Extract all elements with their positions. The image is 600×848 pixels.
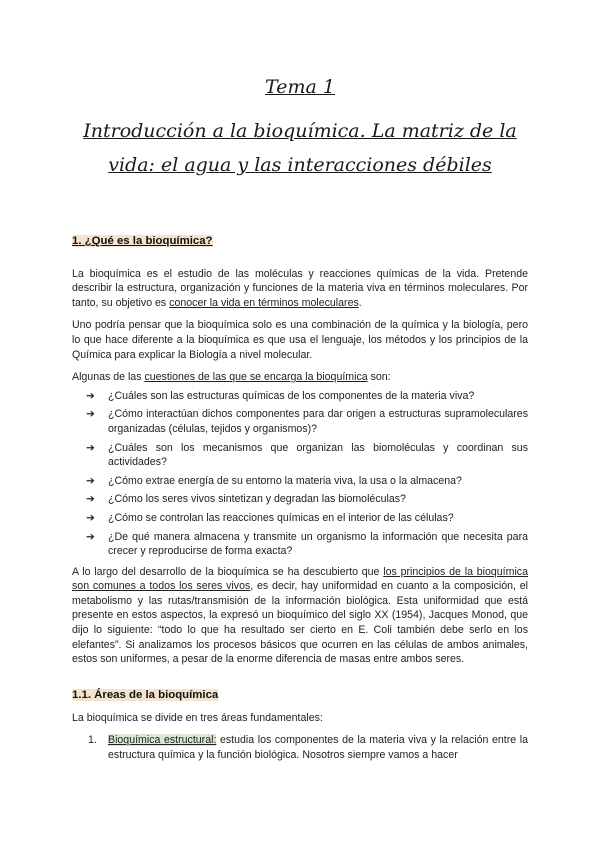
arrow-icon: ➔ xyxy=(86,474,95,487)
paragraph: Uno podría pensar que la bioquímica solo es una combinación de la química y la biología, pero lo que hace diferente a la bioquímica es que usa el lenguaje, los métodos y los principios de la Química para explicar la Biología a nivel molecular. xyxy=(72,319,528,361)
paragraph-text: . xyxy=(358,296,362,309)
paragraph xyxy=(72,370,528,385)
section-heading: 1. ¿Qué es la bioquímica? xyxy=(72,235,213,247)
term-highlight: Bioquímica estructural: xyxy=(108,734,217,747)
paragraph-text: son: xyxy=(367,371,391,384)
list-item xyxy=(72,474,528,489)
document-title-topic: Tema 1 xyxy=(265,76,335,98)
list-item-text: ¿Cómo extrae energía de su entorno la materia viva, la usa o la almacena? xyxy=(108,474,462,487)
arrow-icon: ➔ xyxy=(86,530,95,543)
list-item xyxy=(72,492,528,507)
document-title-main: Introducción a la bioquímica. La matriz de la vida: el agua y las interacciones débiles xyxy=(83,120,517,176)
list-item-text: estudia los componentes de la materia viva y la relación entre la estructura química y la función biológica. Nosotros siempre vamos a hacer xyxy=(108,734,529,761)
arrow-icon: ➔ xyxy=(86,493,95,506)
questions-list xyxy=(72,389,528,559)
paragraph xyxy=(72,267,528,311)
paragraph-text: , es decir, hay uniformidad en cuanto a la composición, el metabolismo y las rutas/transmisión de la información biológica. Esta uniformidad que está presente en estos aspectos, la expresó un bioquímico del siglo XX (1954), Jacques Monod, que dijo lo siguiente: “todo lo que ha resultado ser cierto en E. Coli también debe serlo en los elefantes”. Si analizamos los procesos básicos que ocurren en las células de ambos animales, estos son uniformes, a pesar de la enorme diferencia de masas entre ambos seres. xyxy=(72,580,528,666)
arrow-icon: ➔ xyxy=(86,408,95,421)
section-1 xyxy=(72,234,528,667)
paragraph-text: Algunas de las xyxy=(72,371,145,384)
paragraph: La bioquímica se divide en tres áreas fundamentales: xyxy=(72,711,323,724)
list-item xyxy=(72,407,528,436)
list-item-text: ¿Cómo interactúan dichos componentes para dar origen a estructuras supramoleculares organizadas (células, tejidos y organismos)? xyxy=(108,408,528,435)
paragraph-text: A lo largo del desarrollo de la bioquímica se ha descubierto que xyxy=(72,565,384,578)
areas-list xyxy=(72,733,528,762)
list-item-text: ¿De qué manera almacena y transmite un organismo la información que necesita para crecer y reproducirse de forma exacta? xyxy=(108,530,528,558)
list-item-text: ¿Cómo se controlan las reacciones químicas en el interior de las células? xyxy=(108,511,454,524)
section-1-1 xyxy=(72,688,528,762)
list-item xyxy=(72,389,528,404)
list-item xyxy=(72,530,528,559)
arrow-icon: ➔ xyxy=(86,389,95,402)
paragraph xyxy=(72,565,528,667)
list-number: 1. xyxy=(88,734,97,747)
list-item-text: ¿Cómo los seres vivos sintetizan y degradan las biomoléculas? xyxy=(108,493,406,506)
list-item xyxy=(72,511,528,526)
arrow-icon: ➔ xyxy=(86,511,95,524)
underlined-phrase: los principios de la bioquímica son comunes a todos los seres vivos xyxy=(72,565,528,593)
underlined-phrase: cuestiones de las que se encarga la bioquímica xyxy=(144,371,368,384)
paragraph-text: La bioquímica es el estudio de las moléculas y reacciones químicas de la vida. Pretende describir la estructura, organización y funciones de la materia viva en términos moleculares. Por tanto, su objetivo es xyxy=(72,267,528,309)
arrow-icon: ➔ xyxy=(86,441,95,454)
subsection-heading: 1.1. Áreas de la bioquímica xyxy=(72,689,219,701)
list-item-text: ¿Cuáles son los mecanismos que organizan las biomoléculas y coordinan sus actividades? xyxy=(108,441,528,469)
list-item xyxy=(72,441,528,470)
list-item xyxy=(72,733,528,762)
underlined-phrase: conocer la vida en términos moleculares xyxy=(169,296,359,309)
list-item-text: ¿Cuáles son las estructuras químicas de los componentes de la materia viva? xyxy=(108,389,475,402)
